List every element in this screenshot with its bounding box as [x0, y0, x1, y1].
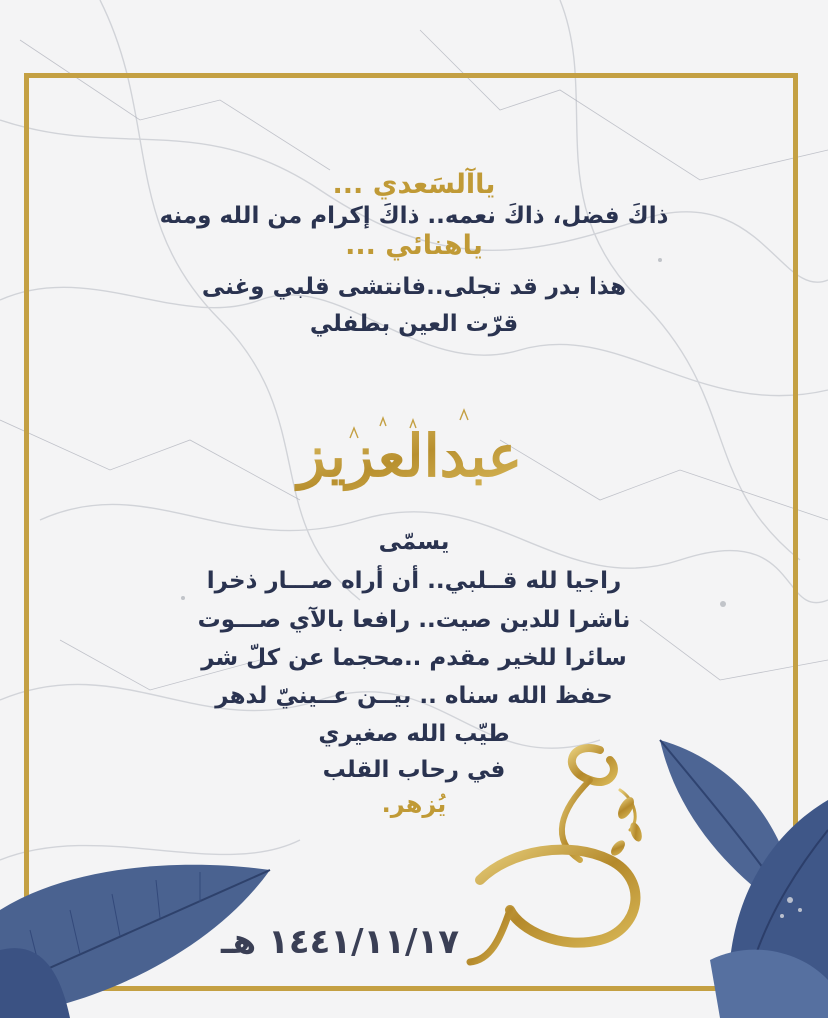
verse-1: راجيا لله قــلبي.. أن أراه صـــار ذخرا [206, 568, 622, 595]
name-calligraphy [280, 398, 540, 510]
heading-1: ياآلسَعدي ... [332, 169, 496, 200]
verse-5: طيّب الله صغيري [318, 721, 510, 748]
verse-6: في رحاب القلب [322, 756, 506, 783]
name-text: عبدالعزيز [297, 422, 523, 490]
closing-word: يُزهر. [381, 790, 447, 819]
heading-2: ياهنائي ... [345, 229, 483, 261]
intro-line: يسمّى [378, 529, 450, 555]
opening-verses [100, 170, 728, 337]
verse-4: حفظ الله سناه .. بيــن عــينيّ لدهر [215, 683, 613, 710]
line-3: قرّت العين بطفلي [309, 310, 519, 337]
monogram-letters: ع ص [680, 980, 683, 981]
initials-monogram [450, 730, 683, 981]
line-2: هذا بدر قد تجلى..فانتشى قلبي وغنى [201, 273, 627, 300]
verse-3: سائرا للخير مقدم ..محجما عن كلّ شر [201, 644, 627, 671]
date-text: ١٤٤١/١١/١٧ هـ [221, 922, 459, 962]
verse-2: ناشرا للدين صيت.. رافعا بالآي صـــوت [197, 606, 631, 633]
line-1: ذاكَ فضل، ذاكَ نعمه.. ذاكَ إكرام من الله ومنه [159, 202, 669, 229]
